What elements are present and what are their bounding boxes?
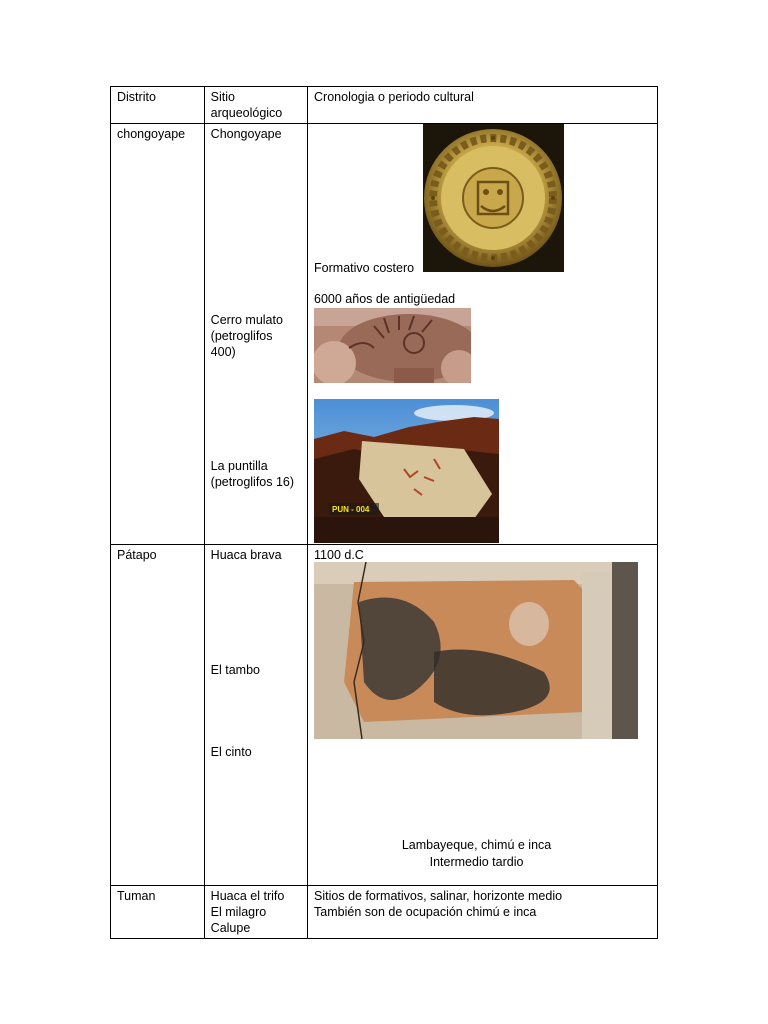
sitio-el-tambo: El tambo (210, 663, 261, 677)
sitio-cerro-mulato: Cerro mulato (petroglifos 400) (210, 313, 283, 359)
huaca-brava-mural-image (314, 562, 638, 739)
sitio-el-cinto: El cinto (210, 745, 252, 759)
archaeological-sites-table (110, 86, 658, 939)
la-puntilla-image (314, 399, 499, 543)
table-row-patapo (111, 545, 658, 886)
cell-cronologia-chongoyape (308, 124, 658, 545)
crono-intermedio-tardio: Intermedio tardio (429, 855, 524, 869)
header-cronologia: Cronologia o periodo cultural (308, 87, 658, 124)
cell-distrito-patapo: Pátapo (111, 545, 205, 886)
header-distrito: Distrito (111, 87, 205, 124)
header-sitio: Sitio arqueológico (204, 87, 307, 124)
crono-formativo-costero: Formativo costero (314, 261, 415, 275)
cell-sitio-chongoyape (204, 124, 307, 545)
sitio-la-puntilla: La puntilla (petroglifos 16) (210, 459, 295, 489)
cell-sitio-patapo (204, 545, 307, 886)
cell-distrito-tuman: Tuman (111, 886, 205, 939)
gold-disc-image (423, 124, 564, 272)
cell-cronologia-patapo (308, 545, 658, 886)
table-row-chongoyape (111, 124, 658, 545)
petroglyph-rock-image (314, 308, 471, 383)
sitio-huaca-brava: Huaca brava (210, 548, 282, 562)
crono-1100-dc: 1100 d.C (314, 548, 364, 562)
cell-distrito-chongoyape: chongoyape (111, 124, 205, 545)
sitio-huaca-el-trifo: Huaca el trifo (210, 889, 285, 903)
photo-caption: PUN - 004 (332, 505, 370, 514)
crono-6000-anos: 6000 años de antigüedad (314, 292, 456, 306)
sitio-calupe: Calupe (210, 921, 251, 935)
crono-sitios-formativos: Sitios de formativos, salinar, horizonte medio (314, 889, 563, 903)
sitio-chongoyape: Chongoyape (210, 127, 282, 141)
crono-ocupacion-chimu-inca: También son de ocupación chimú e inca (314, 905, 537, 919)
sitio-el-milagro: El milagro (210, 905, 267, 919)
table-header-row (111, 87, 658, 124)
table-row-tuman (111, 886, 658, 939)
cell-cronologia-tuman (308, 886, 658, 939)
cell-sitio-tuman (204, 886, 307, 939)
crono-lambayeque: Lambayeque, chimú e inca (401, 838, 552, 852)
